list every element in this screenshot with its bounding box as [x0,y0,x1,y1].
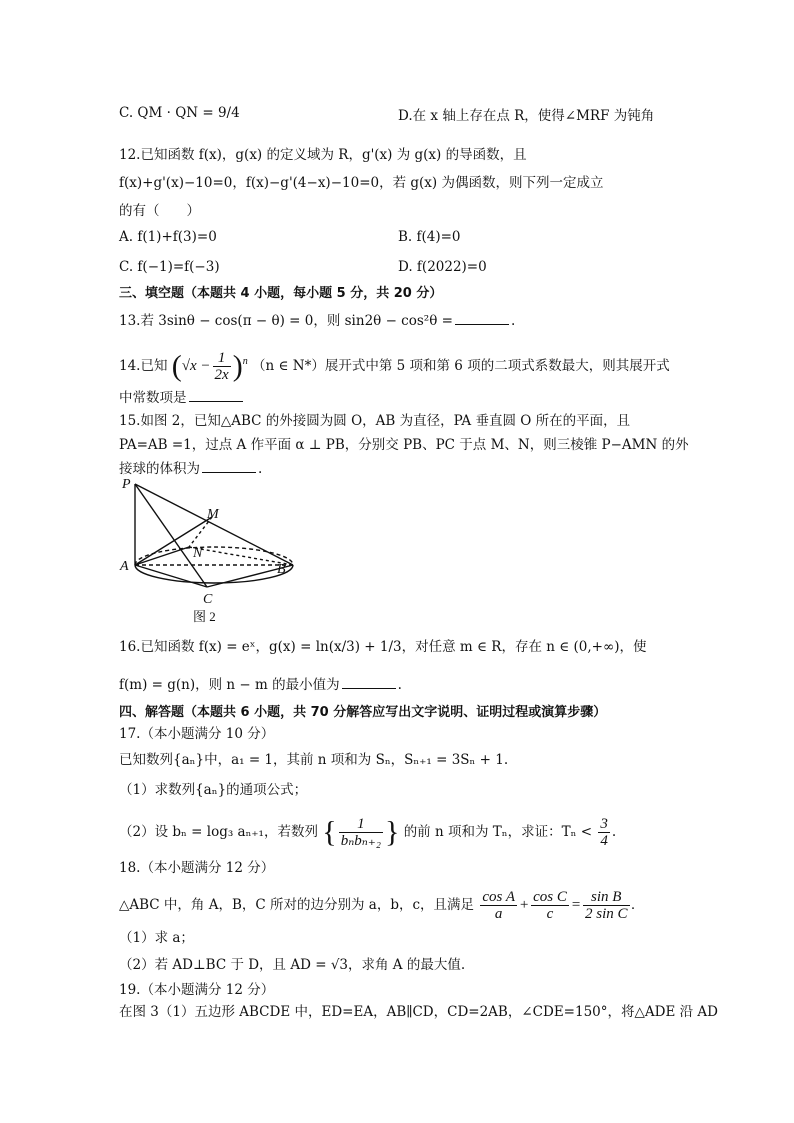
q18-text: △ABC 中，角 A，B，C 所对的边分别为 a，b，c，且满足 [119,897,475,913]
label-b: B [277,562,286,577]
segment-pc [135,484,207,587]
q12-line1: 12.已知函数 f(x)，g(x) 的定义域为 R，g'(x) 为 g(x) 的导函数，且 [119,147,527,163]
q16-text2: f(m) = g(n)，则 n − m 的最小值为 [119,677,340,693]
section4-heading: 四、解答题（本题共 6 小题，共 70 分解答应写出文字说明、证明过程或演算步骤） [119,705,607,720]
q19-line1: 在图 3（1）五边形 ABCDE 中，ED=EA，AB∥CD，CD=2AB，∠CDE=150°，将△ADE 沿 AD [119,1004,718,1020]
q12-option-d: D. f(2022)=0 [398,259,487,275]
q11-option-d: D.在 x 轴上存在点 R，使得∠MRF 为钝角 [398,108,655,124]
segment-ac [135,565,207,587]
label-m: M [207,507,219,522]
label-n: N [193,546,203,561]
label-c: C [203,592,213,607]
segment-an [135,547,189,565]
q17-end: . [611,824,617,840]
base-ellipse-front [135,565,293,583]
q13-end: . [510,313,516,329]
q16-blank [342,674,396,689]
q13-blank [455,310,509,325]
q15-line2: PA=AB =1，过点 A 作平面 α ⊥ PB，分别交 PB、PC 于点 M、N，则三棱锥 P−AMN 的外 [119,437,689,453]
label-p: P [122,477,131,492]
q19-heading: 19.（本小题满分 12 分） [119,982,275,998]
label-a: A [120,559,129,574]
q14-text: （n ∈ N*）展开式中第 5 项和第 6 项的二项式系数最大，则其展开式 [252,358,670,374]
q15-line1: 15.如图 2，已知△ABC 的外接圆为圆 O，AB 为直径，PA 垂直圆 O 所在的平面，且 [119,413,631,429]
q14-binomial: (√x − $\frac{1}{2x}$ )$^n$ [171,349,248,384]
q12-option-c: C. f(−1)=f(−3) [119,259,220,275]
q15-line3: 接球的体积为 . [119,458,262,479]
q14-line1 [119,345,670,384]
q17-part1: （1）求数列{aₙ}的通项公式； [119,782,308,798]
q17-heading: 17.（本小题满分 10 分） [119,726,275,742]
q17-fraction-seq: { $\frac{1}{\text{bₙbₙ₊₂}}$ } [322,815,400,850]
q16-line1: 16.已知函数 f(x) = eˣ，g(x) = ln(x/3) + 1/3，对任意 m ∈ R，存在 n ∈ (0,+∞)，使 [119,639,647,655]
q13 [119,310,515,331]
q12-line2: f(x)+g'(x)−10=0，f(x)−g'(4−x)−10=0，若 g(x) 为偶函数，则下列一定成立 [119,175,604,191]
q14-prefix: 14.已知 [119,358,168,374]
q18-equation: $\frac{\text{cos A}}{a}$ + $\frac{\text{cos C}}{c}$ = $\frac{\text{sin B}}{\text{2 sin C}}$ . [482,889,636,923]
q14-text2: 中常数项是 [119,390,187,406]
q15-blank [202,458,256,473]
q15-text3: 接球的体积为 [119,461,200,477]
q17-part2 [119,812,616,853]
q16-line2: f(m) = g(n)，则 n − m 的最小值为 . [119,674,402,695]
q12-line3: 的有（ ） [119,203,200,219]
q17-three-quarters: $\frac{3}{4}$ [600,816,608,849]
q17-part2-b: 的前 n 项和为 Tₙ，求证：Tₙ < [403,824,593,840]
section3-heading: 三、填空题（本题共 4 小题，每小题 5 分，共 20 分） [119,286,443,301]
q18-part2: （2）若 AD⊥BC 于 D，且 AD = √3，求角 A 的最大值. [119,957,466,973]
q14-blank [189,387,243,402]
q18-line1 [119,885,635,925]
q17-line1: 已知数列{aₙ}中，a₁ = 1，其前 n 项和为 Sₙ，Sₙ₊₁ = 3Sₙ + 1. [119,752,509,768]
q17-part2-a: （2）设 bₙ = log₃ aₙ₊₁，若数列 [119,824,318,840]
q18-heading: 18.（本小题满分 12 分） [119,860,275,876]
q18-part1: （1）求 a； [119,930,194,946]
figure-2 [117,475,297,627]
q12-option-a: A. f(1)+f(3)=0 [119,229,217,245]
q14-line2 [119,387,245,408]
q13-text: 13.若 3sinθ − cos(π − θ) = 0，则 sin2θ − cos²θ = [119,313,453,329]
q12-option-b: B. f(4)=0 [398,229,461,245]
q11-option-c: C. QM · QN = 9/4 [119,105,240,121]
figure-caption: 图 2 [193,609,216,624]
